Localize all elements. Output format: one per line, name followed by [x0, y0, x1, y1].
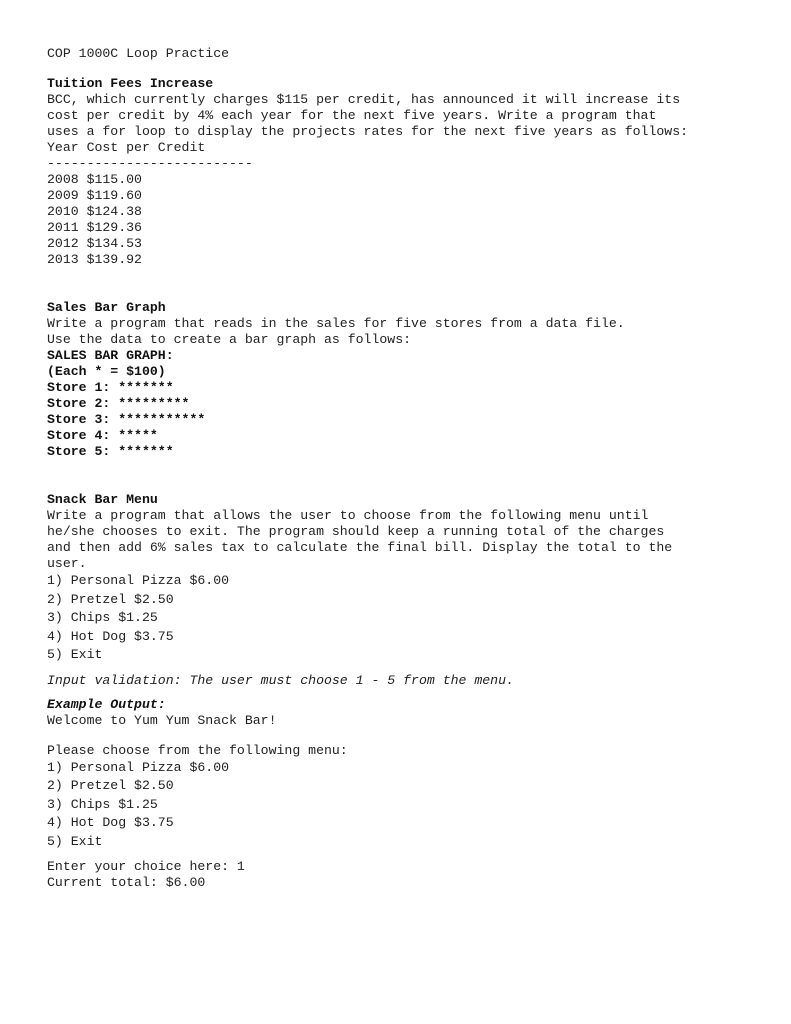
tuition-row: 2013 $139.92 — [47, 252, 142, 267]
tuition-row: 2009 $119.60 — [47, 188, 142, 203]
snack-section — [47, 492, 757, 891]
menu-prompt-line: Please choose from the following menu: — [47, 742, 348, 758]
menu-item: 3) Chips $1.25 — [47, 610, 158, 625]
tuition-table-header: Year Cost per Credit — [47, 140, 206, 155]
tuition-row: 2008 $115.00 — [47, 172, 142, 187]
sales-section — [47, 300, 757, 460]
sales-graph-legend: (Each * = $100) — [47, 364, 166, 379]
store-bar-row: Store 5: ******* — [47, 444, 174, 459]
spacer — [47, 665, 757, 673]
snack-paragraph-line: he/she chooses to exit. The program should keep a running total of the charges — [47, 524, 665, 539]
spacer — [47, 62, 757, 76]
tuition-separator: -------------------------- — [47, 156, 253, 171]
menu-item: 5) Exit — [47, 647, 103, 662]
example-menu-item: 5) Exit — [47, 833, 103, 849]
example-menu-item: 3) Chips $1.25 — [47, 796, 158, 812]
spacer — [47, 851, 757, 859]
snack-paragraph-line: Write a program that allows the user to choose from the following menu until — [47, 508, 649, 523]
snack-paragraph-line: user. — [47, 556, 87, 571]
example-output-heading: Example Output: — [47, 696, 166, 712]
example-menu-item: 1) Personal Pizza $6.00 — [47, 759, 230, 775]
welcome-line: Welcome to Yum Yum Snack Bar! — [47, 712, 277, 728]
tuition-paragraph-line: uses a for loop to display the projects rates for the next five years as follows: — [47, 124, 689, 139]
tuition-row: 2011 $129.36 — [47, 220, 142, 235]
sales-heading: Sales Bar Graph — [47, 300, 166, 315]
store-bar-row: Store 1: ******* — [47, 380, 174, 395]
menu-item: 2) Pretzel $2.50 — [47, 591, 174, 607]
tuition-heading: Tuition Fees Increase — [47, 76, 214, 91]
document-page — [47, 46, 757, 891]
store-bar-row: Store 4: ***** — [47, 428, 158, 443]
sales-paragraph-line: Write a program that reads in the sales for five stores from a data file. — [47, 316, 625, 331]
snack-heading: Snack Bar Menu — [47, 492, 158, 507]
menu-item: 4) Hot Dog $3.75 — [47, 628, 174, 644]
input-validation-note: Input validation: The user must choose 1 - 5 from the menu. — [47, 672, 514, 688]
sales-paragraph-line: Use the data to create a bar graph as follows: — [47, 332, 412, 347]
document-title: COP 1000C Loop Practice — [47, 46, 230, 61]
tuition-row: 2012 $134.53 — [47, 236, 142, 251]
choice-line: Enter your choice here: 1 — [47, 859, 245, 874]
snack-paragraph-line: and then add 6% sales tax to calculate the final bill. Display the total to the — [47, 540, 673, 555]
tuition-row: 2010 $124.38 — [47, 204, 142, 219]
store-bar-row: Store 2: ********* — [47, 396, 190, 411]
spacer — [47, 689, 757, 697]
current-total-line: Current total: $6.00 — [47, 875, 206, 890]
menu-item: 1) Personal Pizza $6.00 — [47, 573, 230, 588]
example-menu-item: 2) Pretzel $2.50 — [47, 778, 174, 793]
spacer — [47, 729, 757, 743]
store-bar-row: Store 3: *********** — [47, 412, 206, 427]
tuition-section — [47, 76, 757, 268]
sales-graph-title: SALES BAR GRAPH: — [47, 348, 174, 363]
spacer — [47, 268, 757, 300]
spacer — [47, 460, 757, 492]
example-menu-item: 4) Hot Dog $3.75 — [47, 815, 174, 830]
tuition-paragraph-line: cost per credit by 4% each year for the next five years. Write a program that — [47, 108, 657, 123]
tuition-paragraph-line: BCC, which currently charges $115 per credit, has announced it will increase its — [47, 92, 681, 107]
